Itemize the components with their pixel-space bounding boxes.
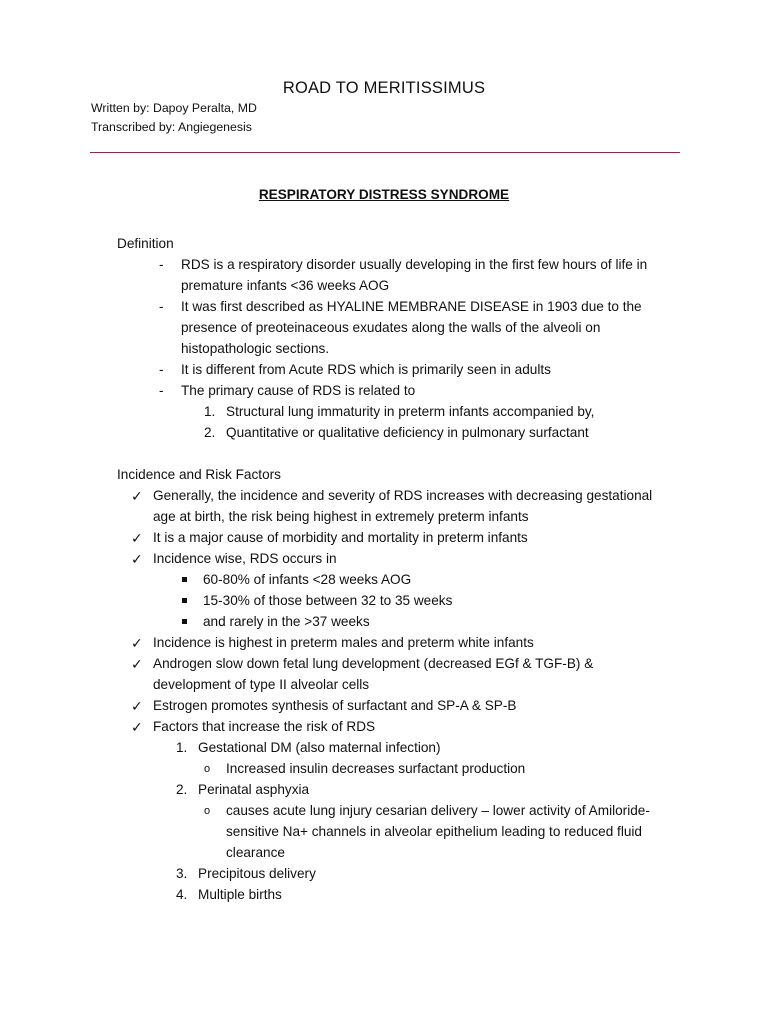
section-title: RESPIRATORY DISTRESS SYNDROME	[258, 187, 510, 202]
incidence-text: Estrogen promotes synthesis of surfactant and SP-A & SP-B	[153, 698, 517, 713]
incidence-text: It is a major cause of morbidity and mortality in preterm infants	[153, 530, 528, 545]
list-number: 2.	[204, 425, 216, 440]
incidence-text: Incidence wise, RDS occurs in	[153, 551, 337, 566]
list-number: 1.	[204, 404, 216, 419]
checkmark-icon: ✓	[131, 698, 143, 714]
checkmark-icon: ✓	[131, 551, 143, 567]
checkmark-icon: ✓	[131, 530, 143, 546]
definition-text: premature infants <36 weeks AOG	[181, 278, 390, 293]
cause-item: Quantitative or qualitative deficiency in pulmonary surfactant	[226, 425, 589, 440]
incidence-text: development of type II alveolar cells	[153, 677, 370, 692]
dash-bullet: -	[159, 299, 164, 314]
risk-factor-detail: clearance	[226, 845, 285, 860]
incidence-subitem: 60-80% of infants <28 weeks AOG	[203, 572, 412, 587]
circle-bullet-icon: o	[204, 763, 211, 775]
square-bullet-icon	[182, 577, 187, 582]
author-line: Written by: Dapoy Peralta, MD	[91, 101, 257, 115]
transcriber-line: Transcribed by: Angiegenesis	[91, 120, 252, 134]
list-number: 3.	[176, 866, 188, 881]
risk-factor-detail: causes acute lung injury cesarian delivery – lower activity of Amiloride-	[226, 803, 650, 818]
risk-factor-item: Perinatal asphyxia	[198, 782, 310, 797]
square-bullet-icon	[182, 619, 187, 624]
definition-heading: Definition	[117, 236, 174, 251]
dash-bullet: -	[159, 362, 164, 377]
incidence-text: Androgen slow down fetal lung development (decreased EGf & TGF-B) &	[153, 656, 594, 671]
checkmark-icon: ✓	[131, 719, 143, 735]
risk-factor-item: Multiple births	[198, 887, 282, 902]
definition-text: The primary cause of RDS is related to	[181, 383, 416, 398]
incidence-subitem: and rarely in the >37 weeks	[203, 614, 370, 629]
incidence-text: Incidence is highest in preterm males and preterm white infants	[153, 635, 534, 650]
checkmark-icon: ✓	[131, 656, 143, 672]
list-number: 1.	[176, 740, 188, 755]
circle-bullet-icon: o	[204, 805, 211, 817]
header-divider	[90, 152, 680, 153]
definition-text: It is different from Acute RDS which is primarily seen in adults	[181, 362, 551, 377]
risk-factor-item: Precipitous delivery	[198, 866, 316, 881]
dash-bullet: -	[159, 383, 164, 398]
checkmark-icon: ✓	[131, 635, 143, 651]
list-number: 2.	[176, 782, 188, 797]
list-number: 4.	[176, 887, 188, 902]
checkmark-icon: ✓	[131, 488, 143, 504]
incidence-subitem: 15-30% of those between 32 to 35 weeks	[203, 593, 453, 608]
definition-text: It was first described as HYALINE MEMBRANE DISEASE in 1903 due to the	[181, 299, 642, 314]
cause-item: Structural lung immaturity in preterm infants accompanied by,	[226, 404, 595, 419]
incidence-text: Factors that increase the risk of RDS	[153, 719, 376, 734]
incidence-text: Generally, the incidence and severity of RDS increases with decreasing gestational	[153, 488, 653, 503]
risk-factor-detail: sensitive Na+ channels in alveolar epithelium leading to reduced fluid	[226, 824, 642, 839]
document-title: ROAD TO MERITISSIMUS	[282, 79, 486, 97]
definition-text: presence of preoteinaceous exudates along the walls of the alveoli on	[181, 320, 601, 335]
risk-factor-detail: Increased insulin decreases surfactant production	[226, 761, 526, 776]
risk-factor-item: Gestational DM (also maternal infection)	[198, 740, 441, 755]
definition-text: RDS is a respiratory disorder usually developing in the first few hours of life in	[181, 257, 648, 272]
incidence-text: age at birth, the risk being highest in extremely preterm infants	[153, 509, 529, 524]
square-bullet-icon	[182, 598, 187, 603]
incidence-heading: Incidence and Risk Factors	[117, 467, 281, 482]
dash-bullet: -	[159, 257, 164, 272]
definition-text: histopathologic sections.	[181, 341, 330, 356]
